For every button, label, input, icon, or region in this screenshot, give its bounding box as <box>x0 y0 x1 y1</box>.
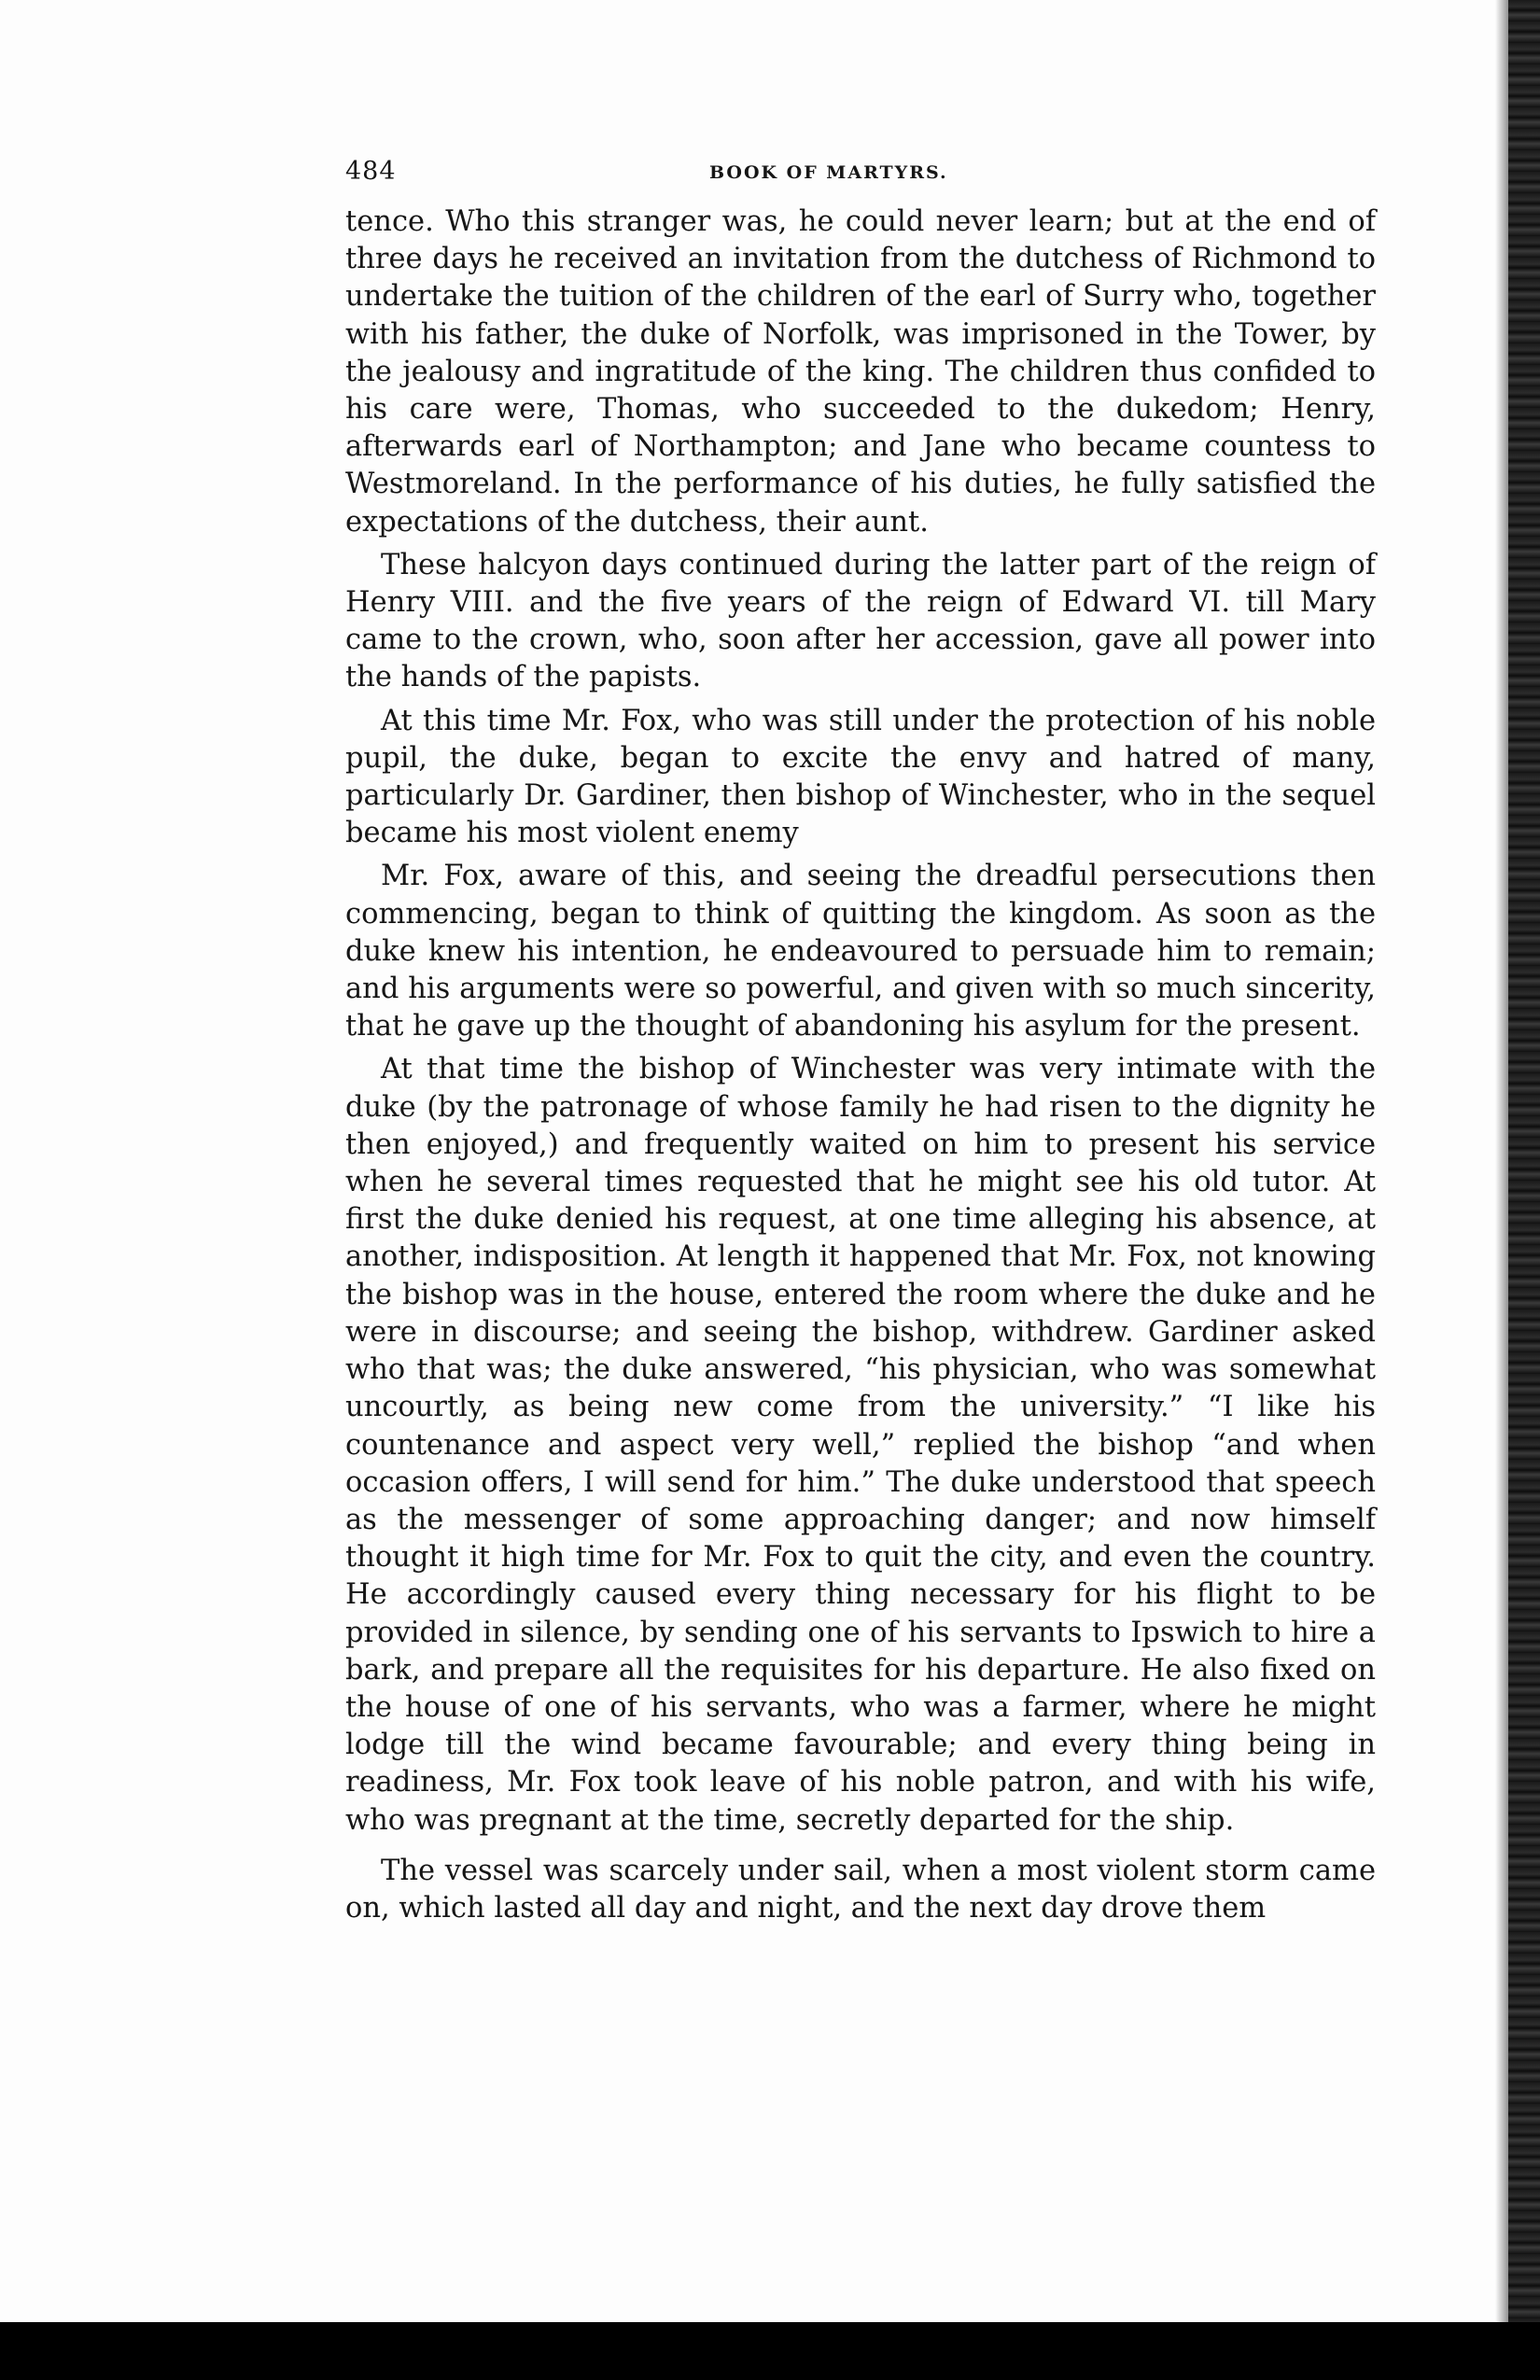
paragraph-1: tence. Who this stranger was, he could never learn; but at the end of three days he received an invitation from the dutchess of Richmond to undertake the tuition of the children of the earl of Surry who, together with his father, the duke of Norfolk, was imprisoned in the Tower, by the jealousy and ingratitude of the king. The children thus confided to his care were, Thomas, who succeeded to the dukedom; Henry, afterwards earl of Northampton; and Jane who became countess to Westmoreland. In the performance of his duties, he fully satisfied the expectations of the dutchess, their aunt. <box>345 205 1376 539</box>
body-text <box>345 203 1376 1933</box>
paragraph-6: The vessel was scarcely under sail, when a most violent storm came on, which lasted all day and night, and the next day drove them <box>345 1854 1376 1925</box>
scan-edge <box>1508 0 1540 2322</box>
scan-edge-shadow <box>1495 0 1508 2322</box>
paragraph-3: At this time Mr. Fox, who was still under the protection of his noble pupil, the duke, began to excite the envy and hatred of many, particularly Dr. Gardiner, then bishop of Winchester, who in the sequel became his most violent enemy <box>345 704 1376 850</box>
page-header <box>345 157 1363 194</box>
scan-border <box>0 2322 1540 2380</box>
page-number: 484 <box>345 157 397 186</box>
running-head: BOOK OF MARTYRS. <box>709 162 948 183</box>
paragraph-5: At that time the bishop of Winchester was very intimate with the duke (by the patronage of whose family he had risen to the dignity he then enjoyed,) and frequently waited on him to present his service when he several times requested that he might see his old tutor. At first the duke denied his request, at one time alleging his absence, at another, indisposition. At length it happened that Mr. Fox, not knowing the bishop was in the house, entered the room where the duke and he were in discourse; and seeing the bishop, withdrew. Gardiner asked who that was; the duke answered, “his physician, who was somewhat uncourtly, as being new come from the university.” “I like his countenance and aspect very well,” replied the bishop “and when occasion offers, I will send for him.” The duke understood that speech as the messenger of some approaching danger; and now himself thought it high time for Mr. Fox to quit the city, and even the country. He accordingly caused every thing necessary for his flight to be provided in silence, by sending one of his servants to Ipswich to hire a bark, and prepare all the requisites for his departure. He also fixed on the house of one of his servants, who was a farmer, where he might lodge till the wind became favourable; and every thing being in readiness, Mr. Fox took leave of his noble patron, and with his wife, who was pregnant at the time, secretly departed for the ship. <box>345 1053 1376 1837</box>
paragraph-4: Mr. Fox, aware of this, and seeing the dreadful persecutions then commencing, began to think of quitting the kingdom. As soon as the duke knew his intention, he endeavoured to persuade him to remain; and his arguments were so powerful, and given with so much sincerity, that he gave up the thought of abandoning his asylum for the present. <box>345 860 1376 1043</box>
paragraph-2: These halcyon days continued during the latter part of the reign of Henry VIII. and the five years of the reign of Edward VI. till Mary came to the crown, who, soon after her accession, gave all power into the hands of the papists. <box>345 548 1376 694</box>
